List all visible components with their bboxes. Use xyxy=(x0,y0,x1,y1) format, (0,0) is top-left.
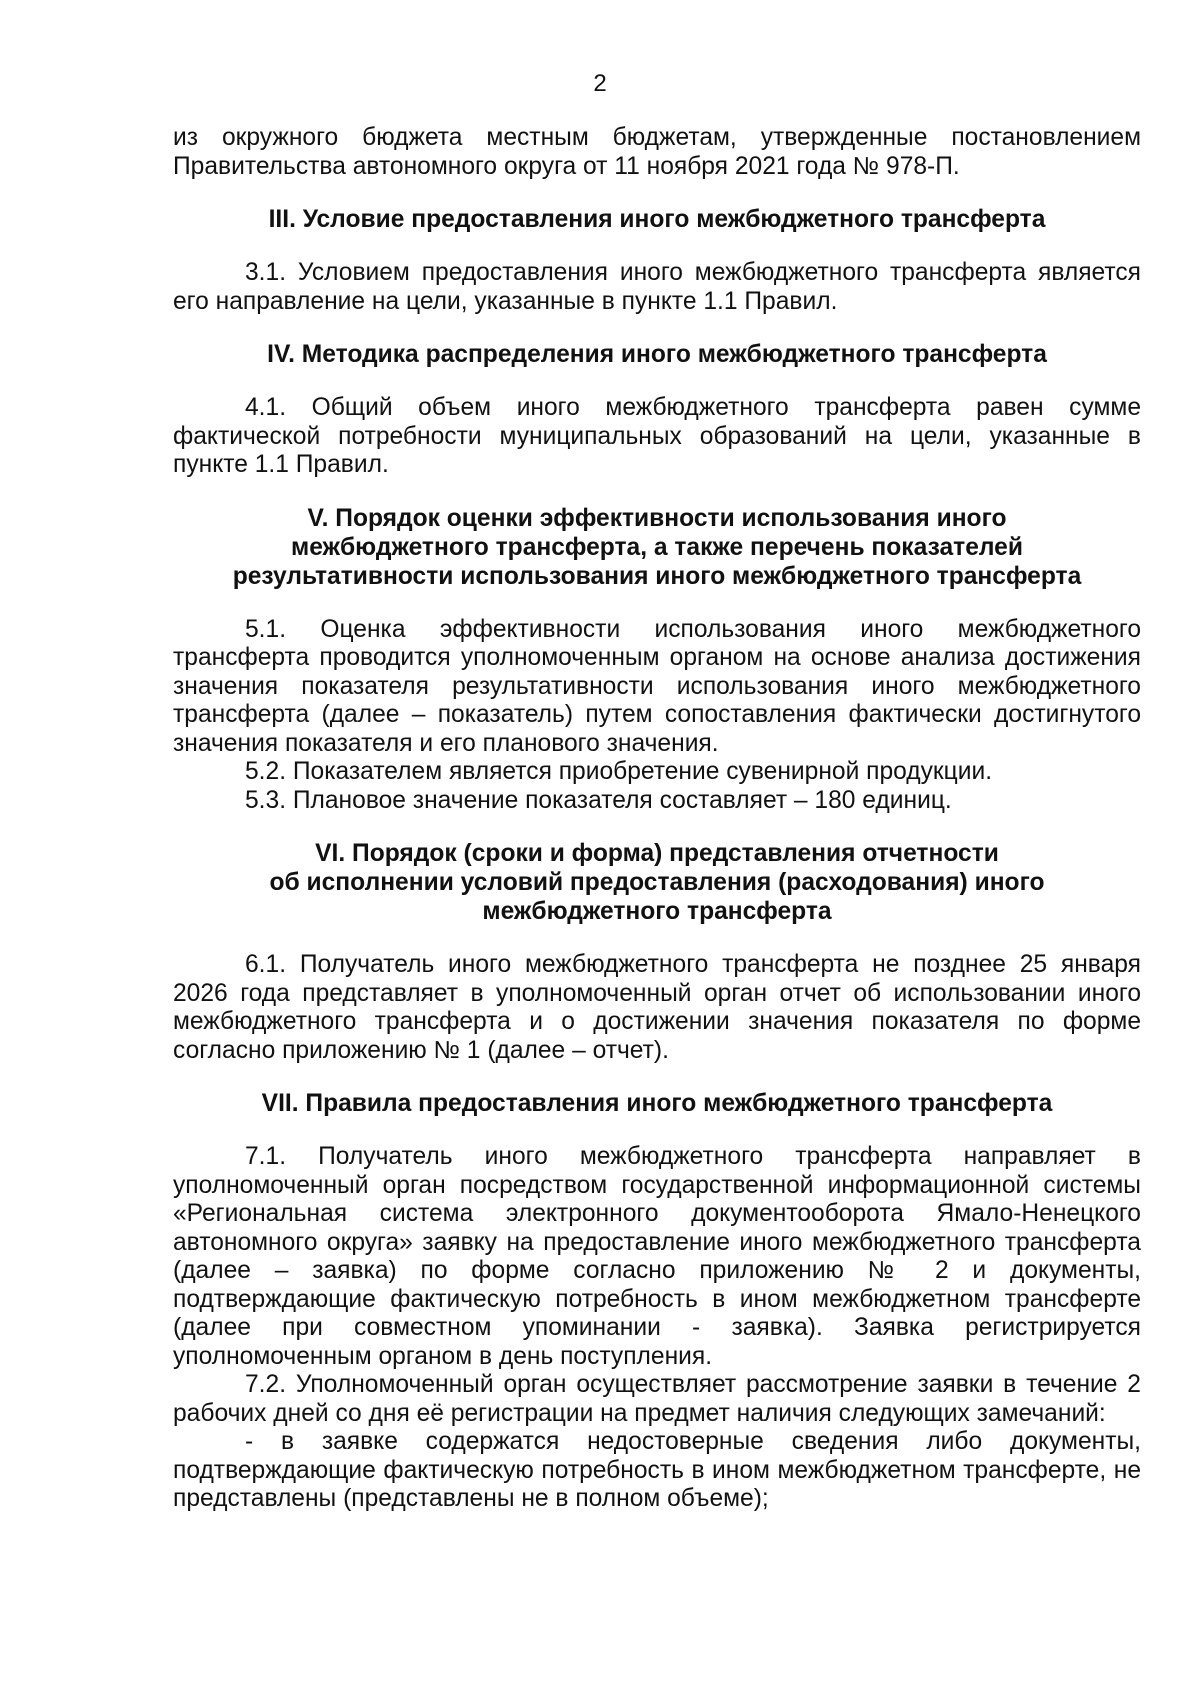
section-6-heading-line-1: VI. Порядок (сроки и форма) представления отчетности xyxy=(315,840,999,867)
paragraph-5-3: 5.3. Плановое значение показателя составляет – 180 единиц. xyxy=(245,786,952,814)
section-4-heading: IV. Методика распределения иного межбюджетного трансферта xyxy=(267,341,1047,368)
paragraph-3-1: 3.1. Условием предоставления иного межбюджетного трансферта является его направление на цели, указанные в пункте 1.1 Правил. xyxy=(173,259,1141,315)
section-5-heading-line-2: межбюджетного трансферта, а также перечень показателей xyxy=(291,533,1023,561)
section-6-heading-line-2: об исполнении условий предоставления (расходования) иного xyxy=(269,869,1045,896)
section-6-heading xyxy=(173,839,1141,926)
paragraph-7-1: 7.1. Получатель иного межбюджетного трансферта направляет в уполномоченный орган посредством государственной информационной системы «Региональная система электронного документооборота Ямало-Ненецкого автономного округа» заявку на предоставление иного межбюджетного трансферта (далее – заявка) по форме согласно приложению № 2 и документы, подтверждающие фактическую потребность в ином межбюджетном трансферте (далее при совместном упоминании - заявка). Заявка регистрируется уполномоченным органом в день поступления. xyxy=(173,1143,1141,1370)
page-number: 2 xyxy=(593,70,607,97)
paragraph-5-2: 5.2. Показателем является приобретение сувенирной продукции. xyxy=(245,758,993,785)
paragraph-7-2-item: - в заявке содержатся недостоверные сведения либо документы, подтверждающие фактическую потребность в ином межбюджетном трансферте, не представлены (представлены не в полном объеме); xyxy=(173,1428,1141,1512)
paragraph-5-1: 5.1. Оценка эффективности использования иного межбюджетного трансферта проводится уполномоченным органом на основе анализа достижения значения показателя результативности использования иного межбюджетного трансферта (далее – показатель) путем сопоставления фактически достигнутого значения показателя и его планового значения. xyxy=(173,615,1141,757)
section-7-heading: VII. Правила предоставления иного межбюджетного трансферта xyxy=(261,1090,1053,1117)
section-5-heading-line-3: результативности использования иного межбюджетного трансферта xyxy=(232,562,1082,590)
intro-line-2: Правительства автономного округа от 11 ноября 2021 года № 978-П. xyxy=(173,152,960,180)
paragraph-4-1: 4.1. Общий объем иного межбюджетного трансферта равен сумме фактической потребности муниципальных образований на цели, указанные в пункте 1.1 Правил. xyxy=(173,394,1141,478)
paragraph-7-2: 7.2. Уполномоченный орган осуществляет рассмотрение заявки в течение 2 рабочих дней со дня её регистрации на предмет наличия следующих замечаний: xyxy=(173,1371,1141,1427)
section-5-heading xyxy=(173,504,1141,591)
section-3-heading: III. Условие предоставления иного межбюджетного трансферта xyxy=(268,206,1046,233)
section-6-heading-line-3: межбюджетного трансферта xyxy=(482,898,832,925)
section-5-heading-line-1: V. Порядок оценки эффективности использования иного xyxy=(307,504,1007,532)
paragraph-6-1: 6.1. Получатель иного межбюджетного трансферта не позднее 25 января 2026 года представляет в уполномоченный орган отчет об использовании иного межбюджетного трансферта и о достижении значения показателя по форме согласно приложению № 1 (далее – отчет). xyxy=(173,951,1141,1064)
intro-line-1: из окружного бюджета местным бюджетам, утвержденные постановлением xyxy=(173,124,1141,151)
document-body xyxy=(173,124,1141,1514)
